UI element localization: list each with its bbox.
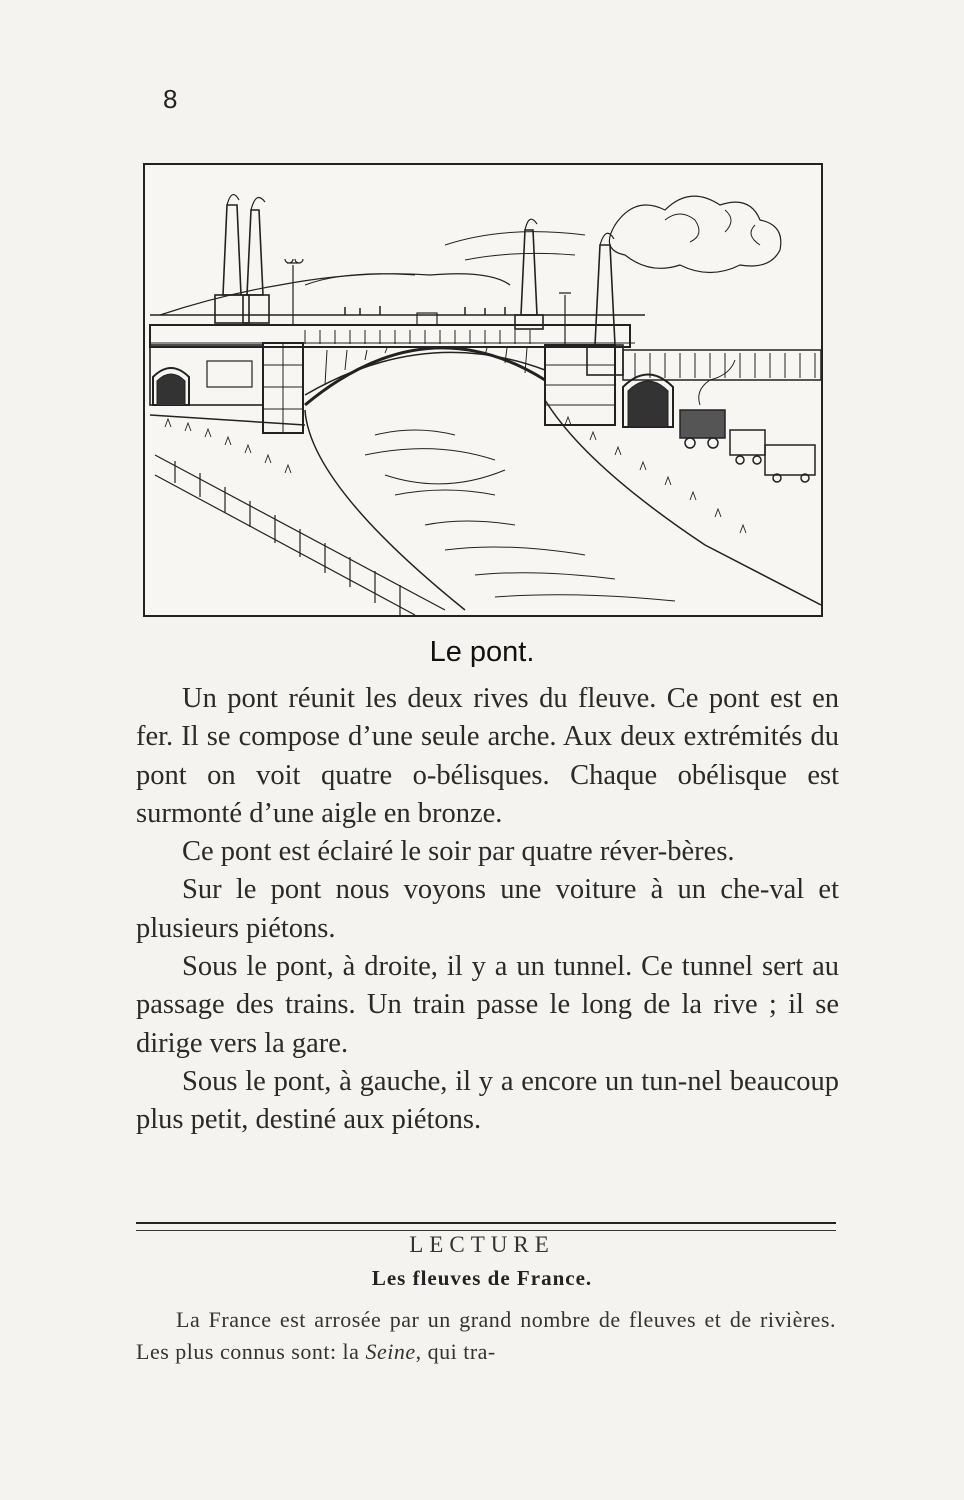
illustration-caption: Le pont.: [429, 636, 535, 668]
reading-title: Les fleuves de France.: [371, 1266, 593, 1290]
left-embankment: [150, 415, 305, 425]
reading-text-start: La France est arrosée par un grand nombre de fleuves et de rivières. Les plus connus sont: la: [136, 1307, 836, 1364]
cloud-swirl: [665, 210, 760, 245]
obelisk-left-2: [243, 198, 269, 324]
reading-text-end: , qui tra-: [415, 1339, 496, 1364]
reading-text-italic: Seine: [365, 1339, 416, 1364]
paragraph: Sur le pont nous voyons une voiture à un che-val et plusieurs piétons.: [136, 874, 839, 944]
plaque: [207, 361, 252, 387]
fence: [155, 455, 445, 615]
bridge-arch-inner: [305, 352, 545, 395]
paragraph: Un pont réunit les deux rives du fleuve. Ce pont est en fer. Il se compose d’une seule arche. Aux deux extrémités du pont on voit quatre o-bélisques. Chaque obélisque est surmonté d’une aigle en bronze.: [136, 683, 839, 829]
horizon: [160, 274, 510, 315]
obelisk-right-2: [587, 233, 623, 375]
train: [680, 360, 815, 482]
grass: [165, 417, 746, 533]
reading-heading: LECTURE: [409, 1232, 555, 1257]
page-number: 8: [163, 84, 178, 114]
river-bank-left: [305, 410, 465, 610]
reading-text: [136, 1304, 836, 1368]
paragraph: Sous le pont, à gauche, il y a encore un tun-nel beaucoup plus petit, destiné aux piétons.: [136, 1065, 839, 1136]
cloud: [609, 196, 780, 272]
obelisk-left-1: [215, 195, 249, 323]
paragraph: Sous le pont, à droite, il y a un tunnel. Ce tunnel sert au passage des trains. Un train passe le long de la rive ; il se dirige vers la gare.: [136, 951, 839, 1059]
paragraph: Ce pont est éclairé le soir par quatre réver-bères.: [182, 836, 735, 868]
reading-paragraph: [136, 1304, 836, 1368]
section-divider-thin: [136, 1230, 836, 1231]
bridge-illustration: [143, 163, 823, 617]
bridge-drawing: [145, 165, 821, 615]
water-ripples: [365, 430, 675, 601]
pedestrians: [345, 306, 505, 315]
cloud-line: [445, 232, 585, 260]
lamp-post: [559, 293, 571, 345]
obelisk-right-1: [515, 219, 543, 329]
bridge-deck: [150, 325, 630, 347]
section-divider: [136, 1222, 836, 1224]
main-text: [136, 680, 839, 1140]
